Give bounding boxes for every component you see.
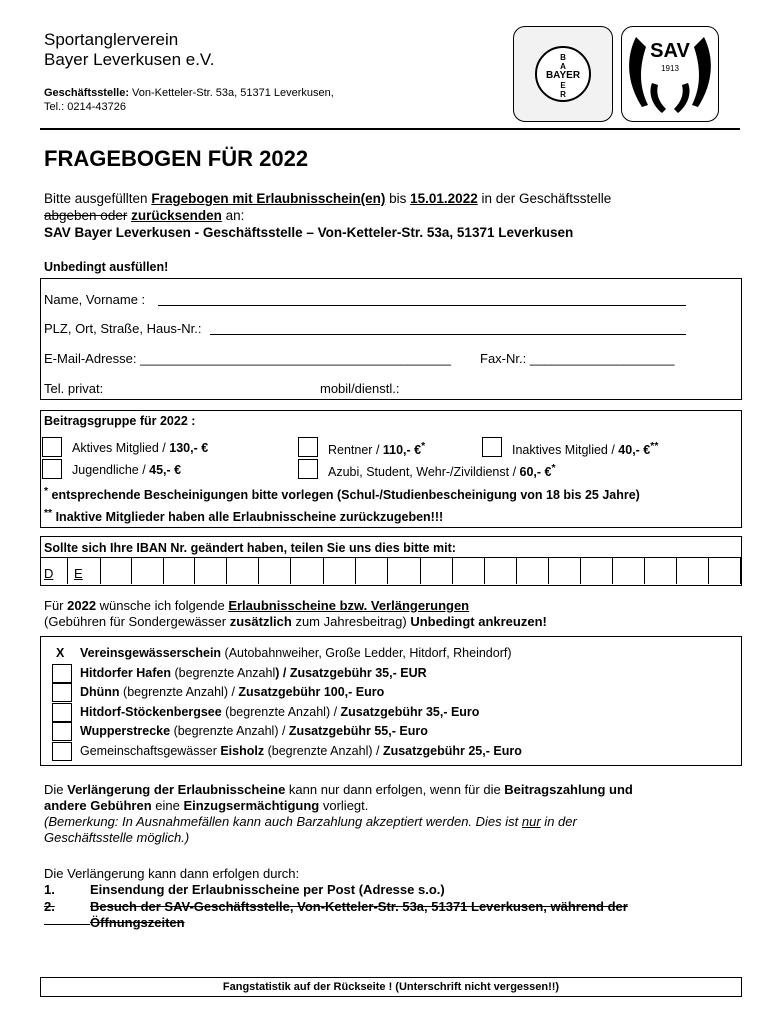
retiree-option [328,441,425,457]
fee-note-2 [44,508,443,524]
inactive-member-label: Inaktives Mitglied / [512,443,619,458]
deadline-date: 15.01.2022 [410,191,478,206]
tel-private-field[interactable]: Tel. privat: [44,381,104,396]
office-address [44,86,334,114]
permit-item-bold: Eisholz [220,743,265,758]
trainee-price: 60,- € [519,465,552,480]
permit-checkbox[interactable] [52,722,72,741]
svg-text:B: B [560,53,566,62]
iban-cell[interactable] [580,557,581,584]
iban-cell[interactable] [387,557,388,584]
office-phone: Tel.: 0214-43726 [44,101,126,113]
permit-item-bold: Wupperstrecke [80,724,171,738]
active-member-label: Aktives Mitglied / [72,441,170,455]
address-label: PLZ, Ort, Straße, Haus-Nr.: [44,321,202,336]
intro-text-1: Bitte ausgefüllten [44,191,152,206]
mandatory-label: Unbedingt ausfüllen! [44,260,169,274]
permit-item-bold2: Zusatzgebühr 100,- Euro [238,685,385,699]
iban-cell[interactable] [290,557,291,584]
club-name-line2: Bayer Leverkusen e.V. [44,50,215,69]
renewal-option-1: Einsendung der Erlaubnisscheine per Post (Adresse s.o.) [90,882,445,897]
youth-checkbox[interactable] [42,459,62,479]
renewal-bold-1: Verlängerung der Erlaubnisscheine [67,782,286,797]
permit-item [80,724,428,738]
iban-grid-top [40,557,742,558]
permit-item-bold2: Zusatzgebühr 25,- Euro [382,743,522,758]
iban-cell[interactable] [452,557,453,584]
permit-check-mark: X [56,646,65,660]
active-member-price: 130,- € [169,441,209,455]
retiree-label: Rentner / [328,443,383,458]
tel-mobile-field[interactable]: mobil/dienstl.: [320,381,400,396]
renewal-bold-3: andere Gebühren [44,798,152,813]
permit-item-rest: (begrenzte Anzahl) / [264,743,383,758]
permit-item-rest: (begrenzte Anzahl) / [221,704,341,719]
iban-cell[interactable] [226,557,227,584]
permits-intro-2-line [44,614,547,629]
renewal-option-1-number: 1. [44,882,55,897]
permits-intro-bold: Erlaubnisscheine bzw. Verlängerungen [228,598,470,613]
permits-intro2-2: zum Jahresbeitrag) [291,614,411,629]
intro-text-2: bis [385,191,411,206]
renewal-2: kann nur dann erfolgen, wenn für die [285,782,505,797]
trainee-option [328,463,556,479]
retiree-price: 110,- € [382,443,422,458]
retiree-checkbox[interactable] [298,437,318,457]
youth-option [72,463,181,477]
permits-intro [44,598,469,613]
svg-text:E: E [560,81,566,90]
iban-cell[interactable] [100,557,101,584]
renewal-option-2-number: 2. [44,899,55,914]
svg-text:R: R [560,90,566,99]
youth-label: Jugendliche / [72,463,150,477]
sav-logo-text: SAV [650,40,690,62]
club-name-line1: Sportanglerverein [44,30,179,49]
intro-strikethrough: abgeben oder [44,208,128,223]
permit-item-bold2: Zusatzgebühr 55,- Euro [288,724,428,738]
permit-item [80,646,512,660]
iban-cell[interactable] [740,557,741,584]
retiree-footnote-mark: * [421,441,426,452]
sav-logo [621,26,719,122]
intro-send: zurücksenden [131,208,222,223]
permits-intro-2: wünsche ich folgende [96,598,229,613]
iban-heading: Sollte sich Ihre IBAN Nr. geändert haben, teilen Sie uns dies bitte mit: [44,541,456,555]
permit-item-rest: (Autobahnweiher, Große Ledder, Hitdorf, Rheindorf) [221,646,512,660]
name-label: Name, Vorname : [44,292,146,307]
iban-cell[interactable] [420,557,421,584]
renewal-note-2: in der [540,814,577,829]
permit-item-bold: Vereinsgewässerschein [80,646,222,660]
iban-cell[interactable] [163,557,164,584]
permits-year: 2022 [67,598,97,613]
iban-cell[interactable] [644,557,645,584]
renewal-text [44,782,744,846]
youth-price: 45,- € [149,463,182,477]
active-member-option [72,441,208,455]
trainee-checkbox[interactable] [298,459,318,479]
bayer-logo [513,26,613,122]
name-field[interactable] [158,305,686,306]
iban-cell[interactable] [131,557,132,584]
iban-cell[interactable] [612,557,613,584]
footer-note: Fangstatistik auf der Rückseite ! (Unterschrift nicht vergessen!!) [40,977,742,997]
intro-bold-1: Fragebogen mit Erlaubnisschein(en) [151,191,386,206]
iban-cell[interactable] [676,557,677,584]
office-label: Geschäftsstelle: [44,87,129,99]
iban-cell[interactable] [323,557,324,584]
trainee-footnote-mark: * [551,463,556,474]
office-street: Von-Ketteler-Str. 53a, 51371 Leverkusen, [128,87,334,99]
fee-note-1-text: entsprechende Bescheinigungen bitte vorlegen (Schul-/Studienbescheinigung von 18 bis 25 Jahre) [48,488,640,503]
iban-cell[interactable] [355,557,356,584]
iban-cell[interactable] [484,557,485,584]
permit-checkbox[interactable] [52,683,72,702]
fee-group-heading: Beitragsgruppe für 2022 : [44,414,196,428]
permit-checkbox[interactable] [52,742,72,761]
club-name [44,30,214,70]
inactive-footnote-mark: ** [650,441,659,452]
permit-item [80,685,384,699]
address-field[interactable] [210,334,686,335]
iban-country-d: D [44,566,54,581]
svg-text:A: A [560,62,566,71]
header-divider [40,128,740,130]
fax-field[interactable]: Fax-Nr.: ____________________ [480,351,675,366]
renewal-note-3: Geschäftsstelle möglich.) [44,830,190,845]
permit-item [80,666,427,680]
permits-intro2-1: (Gebühren für Sondergewässer [44,614,230,629]
permit-item-bold: Dhünn [80,685,120,699]
permit-item-bold2: Zusatzgebühr 35,- Euro [340,704,480,719]
iban-cell[interactable] [258,557,259,584]
permit-item-bold2: ) / Zusatzgebühr 35,- EUR [275,665,427,680]
fee-note-1-mark: * [44,486,49,497]
return-address: SAV Bayer Leverkusen - Geschäftsstelle – Von-Ketteler-Str. 53a, 51371 Leverkusen [44,225,574,240]
iban-cell[interactable] [516,557,517,584]
intro-send-end: an: [221,208,245,223]
renewal-3: eine [151,798,184,813]
permit-item-pre: Gemeinschaftsgewässer [80,743,221,758]
permit-checkbox[interactable] [52,664,72,683]
sav-logo-year: 1913 [661,64,679,73]
email-field[interactable]: E-Mail-Adresse: ___________________________________________ [44,351,451,366]
permit-item [80,744,522,758]
fee-note-2-text: Inaktive Mitglieder haben alle Erlaubnisscheine zurückzugeben!!! [52,510,444,525]
renewal-bold-2: Beitragszahlung und [504,782,633,797]
permit-item-rest: (begrenzte Anzahl [170,665,276,680]
permits-must-check: Unbedingt ankreuzen! [410,614,547,629]
iban-cell[interactable] [548,557,549,584]
iban-cell[interactable] [194,557,195,584]
permit-item-bold: Hitdorfer Hafen [80,665,171,680]
inactive-member-option [512,441,658,457]
iban-cell[interactable] [708,557,709,584]
intro-text [44,190,744,241]
inactive-member-checkbox[interactable] [482,437,502,457]
permit-item [80,705,479,719]
renewal-4: vorliegt. [319,798,369,813]
permit-item-rest: (begrenzte Anzahl) / [170,724,289,738]
renewal-option-2: Besuch der SAV-Geschäftsstelle, Von-Ketteler-Str. 53a, 51371 Leverkusen, während der [90,899,628,914]
bayer-logo-horizontal: BAYER [545,70,581,81]
permits-intro2-bold: zusätzlich [229,614,292,629]
renewal-bold-4: Einzugsermächtigung [183,798,320,813]
intro-text-3: in der Geschäftsstelle [477,191,612,206]
active-member-checkbox[interactable] [42,437,62,457]
iban-cell[interactable] [67,557,68,584]
renewal-note-1: (Bemerkung: In Ausnahmefällen kann auch Barzahlung akzeptiert werden. Dies ist [44,814,522,829]
renewal-option-2-line2: Öffnungszeiten [90,915,185,930]
permit-item-rest: (begrenzte Anzahl) / [119,685,239,699]
renewal-via: Die Verlängerung kann dann erfolgen durch: [44,866,300,881]
trainee-label: Azubi, Student, Wehr-/Zivildienst / [328,465,520,480]
renewal-option-2-strike-lead [44,924,90,925]
permit-item-bold: Hitdorf-Stöckenbergsee [80,704,222,719]
renewal-note-ul: nur [521,814,541,829]
permits-intro-1: Für [44,598,68,613]
page-title: FRAGEBOGEN FÜR 2022 [44,146,309,171]
inactive-member-price: 40,- € [618,443,651,458]
fee-note-1 [44,486,640,502]
iban-country-e: E [74,566,83,581]
permit-checkbox[interactable] [52,703,72,722]
renewal-1: Die [44,782,68,797]
iban-cell[interactable] [40,557,41,584]
fee-note-2-mark: ** [44,508,53,519]
